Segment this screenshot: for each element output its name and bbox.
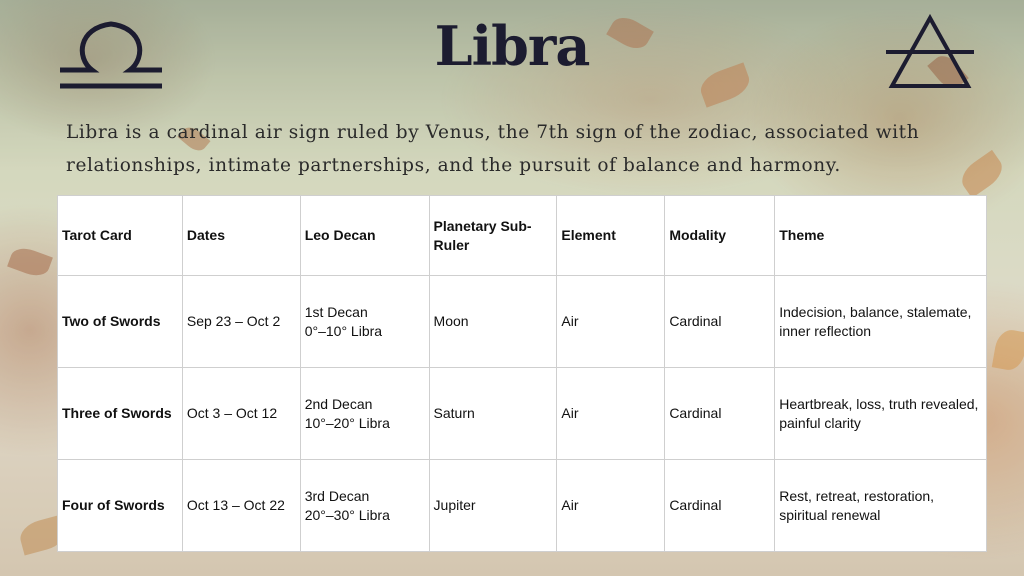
sub-ruler-cell: Moon xyxy=(429,276,557,368)
modality-cell: Cardinal xyxy=(665,276,775,368)
libra-decan-table xyxy=(57,195,987,552)
element-cell: Air xyxy=(557,276,665,368)
dates-cell: Oct 3 – Oct 12 xyxy=(182,368,300,460)
theme-cell: Indecision, balance, stalemate, inner reflection xyxy=(775,276,987,368)
modality-cell: Cardinal xyxy=(665,460,775,552)
decan-degrees: 10°–20° Libra xyxy=(304,414,390,431)
sub-ruler-cell: Saturn xyxy=(429,368,557,460)
decan-cell xyxy=(300,460,429,552)
table-header-row xyxy=(58,196,987,276)
decan-degrees: 0°–10° Libra xyxy=(304,322,383,339)
decan-number: 1st Decan xyxy=(304,303,368,320)
table-row xyxy=(58,276,987,368)
tarot-card-cell: Four of Swords xyxy=(58,460,183,552)
theme-cell: Heartbreak, loss, truth revealed, painful clarity xyxy=(775,368,987,460)
header-decan: Leo Decan xyxy=(300,196,429,276)
intro-paragraph: Libra is a cardinal air sign ruled by Venus, the 7th sign of the zodiac, associated with relationships, intimate partnerships, and the pursuit of balance and harmony. xyxy=(66,122,920,176)
theme-cell: Rest, retreat, restoration, spiritual renewal xyxy=(775,460,987,552)
dates-cell: Sep 23 – Oct 2 xyxy=(182,276,300,368)
header-sub-ruler: Planetary Sub-Ruler xyxy=(429,196,557,276)
tarot-card-cell: Two of Swords xyxy=(58,276,183,368)
element-cell: Air xyxy=(557,460,665,552)
header-modality: Modality xyxy=(665,196,775,276)
element-cell: Air xyxy=(557,368,665,460)
header-tarot-card: Tarot Card xyxy=(58,196,183,276)
dates-cell: Oct 13 – Oct 22 xyxy=(182,460,300,552)
decan-number: 3rd Decan xyxy=(304,487,370,504)
header-element: Element xyxy=(557,196,665,276)
table-row xyxy=(58,368,987,460)
table-row xyxy=(58,460,987,552)
decan-cell xyxy=(300,368,429,460)
tarot-card-cell: Three of Swords xyxy=(58,368,183,460)
header-dates: Dates xyxy=(182,196,300,276)
modality-cell: Cardinal xyxy=(665,368,775,460)
page-title: Libra xyxy=(434,14,590,78)
decan-number: 2nd Decan xyxy=(304,395,373,412)
decan-degrees: 20°–30° Libra xyxy=(304,506,390,523)
decan-cell xyxy=(300,276,429,368)
sub-ruler-cell: Jupiter xyxy=(429,460,557,552)
header-theme: Theme xyxy=(775,196,987,276)
